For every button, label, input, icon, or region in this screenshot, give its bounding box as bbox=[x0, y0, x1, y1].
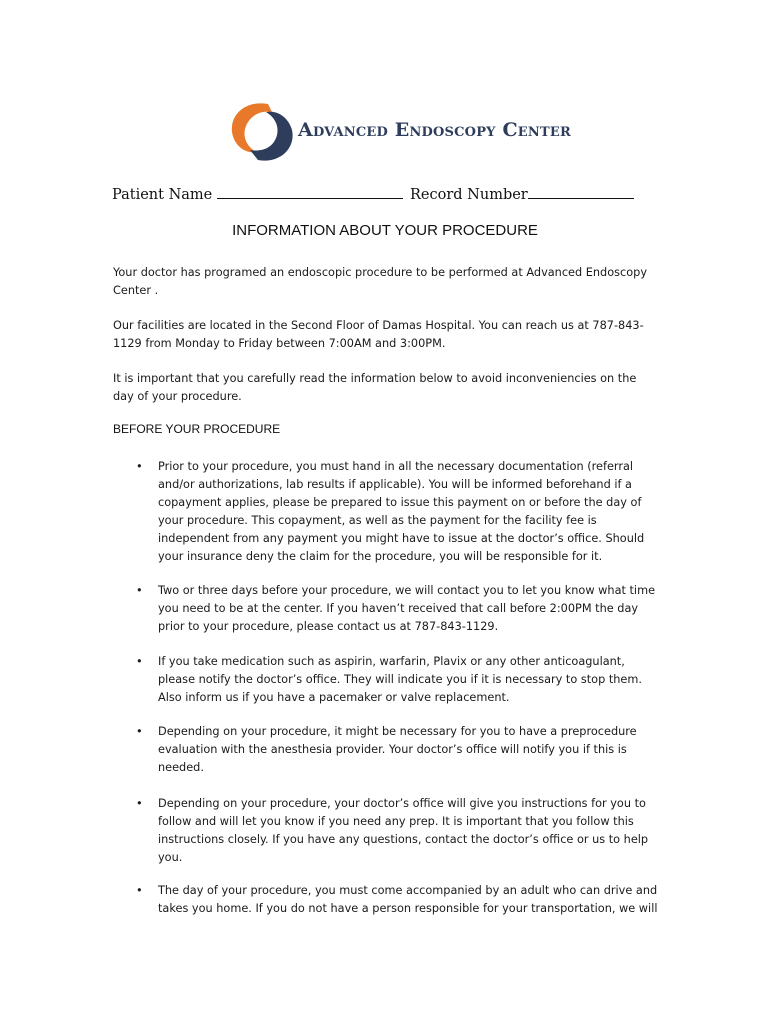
list-item: Two or three days before your procedure, we will contact you to let you know what time you need to be at the center. If you haven’t received that call before 2:00PM the day prior to your procedure, please contact us at 787-843-1129. bbox=[158, 584, 656, 633]
patient-name-field[interactable] bbox=[112, 184, 403, 203]
list-item: The day of your procedure, you must come accompanied by an adult who can drive and takes you home. If you do not have a person responsible for your transportation, we will bbox=[158, 884, 658, 915]
logo-text: Advanced Endoscopy Center bbox=[298, 119, 571, 141]
center-logo bbox=[228, 96, 571, 166]
patient-name-line[interactable] bbox=[217, 184, 403, 199]
bullet-icon: • bbox=[136, 797, 143, 810]
record-number-line[interactable] bbox=[528, 184, 634, 199]
list-item: If you take medication such as aspirin, warfarin, Plavix or any other anticoagulant, please notify the doctor’s office. They will indicate you if it is necessary to stop them. Also inform us if you have a pacemaker or valve replacement. bbox=[158, 655, 642, 704]
bullet-icon: • bbox=[136, 460, 143, 473]
bullet-icon: • bbox=[136, 725, 143, 738]
list-item: Depending on your procedure, it might be necessary for you to have a preprocedure evaluation with the anesthesia provider. Your doctor’s office will notify you if this is needed. bbox=[158, 725, 637, 774]
bullet-icon: • bbox=[136, 884, 143, 897]
page-title: INFORMATION ABOUT YOUR PROCEDURE bbox=[232, 222, 538, 239]
intro-paragraph-2: Our facilities are located in the Second Floor of Damas Hospital. You can reach us at 787-843-1129 from Monday to Friday between 7:00AM and 3:00PM. bbox=[113, 319, 644, 350]
bullet-icon: • bbox=[136, 584, 143, 597]
bullet-icon: • bbox=[136, 655, 143, 668]
intro-paragraph-3: It is important that you carefully read the information below to avoid inconveniencies on the day of your procedure. bbox=[113, 372, 637, 403]
list-item: Depending on your procedure, your doctor’s office will give you instructions for you to follow and will let you know if you need any prep. It is important that you follow this instructions closely. If you have any questions, contact the doctor’s office or us to help you. bbox=[158, 797, 649, 864]
list-item: Prior to your procedure, you must hand in all the necessary documentation (referral and/or authorizations, lab results if applicable). You will be informed beforehand if a copayment applies, please be prepared to issue this payment on or before the day of your procedure. This copayment, as well as the payment for the facility fee is independent from any payment you might have to issue at the doctor’s office. Should your insurance deny the claim for the procedure, you will be responsible for it. bbox=[158, 460, 645, 563]
intro-paragraph-1: Your doctor has programed an endoscopic procedure to be performed at Advanced Endoscopy Center . bbox=[113, 266, 648, 297]
patient-name-label: Patient Name bbox=[112, 187, 213, 203]
record-number-field[interactable] bbox=[410, 184, 634, 203]
before-procedure-heading: BEFORE YOUR PROCEDURE bbox=[113, 422, 281, 436]
record-number-label: Record Number bbox=[410, 187, 528, 203]
logo-mark-icon bbox=[228, 96, 298, 166]
